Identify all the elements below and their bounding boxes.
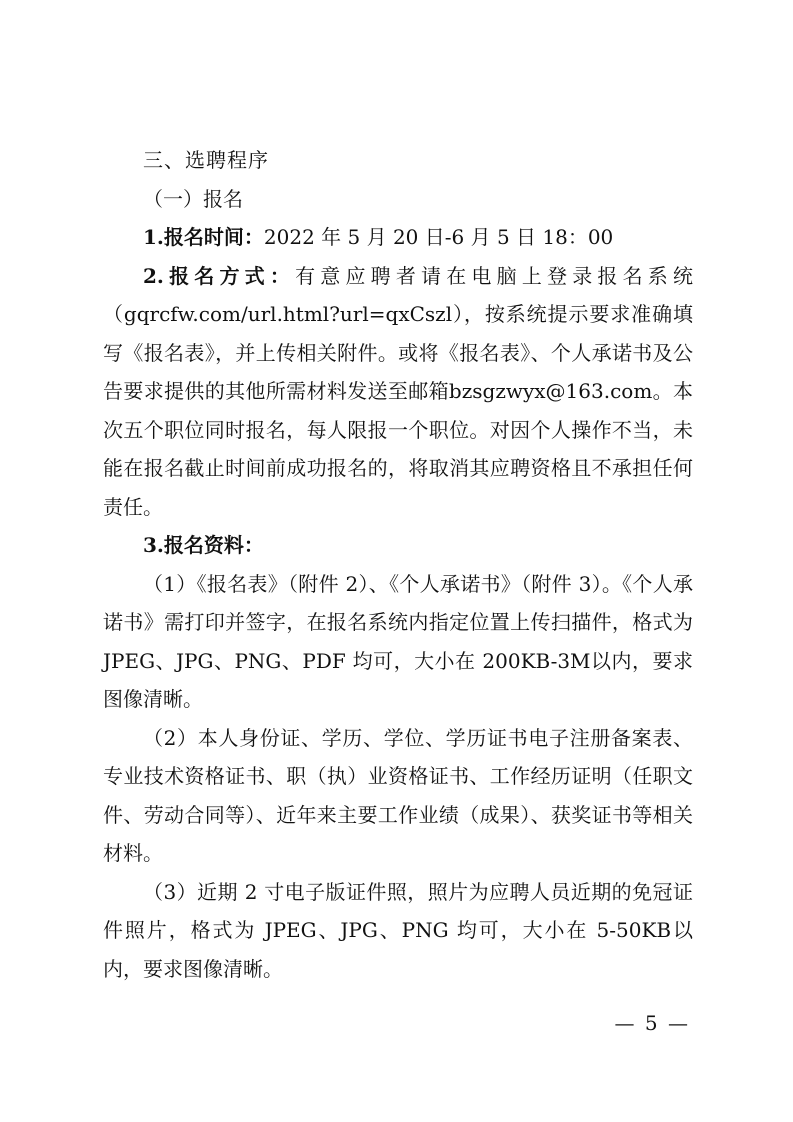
registration-materials-paragraph — [103, 526, 693, 565]
registration-time-label: 1.报名时间： — [143, 225, 264, 249]
materials-item-2: （2）本人身份证、学历、学位、学历证书电子注册备案表、专业技术资格证书、职（执）业资格证书、工作经历证明（任职文件、劳动合同等）、近年来主要工作业绩（成果）、获奖证书等相关材料。 — [103, 725, 693, 865]
registration-time-text: 2022 年 5 月 20 日-6 月 5 日 18：00 — [263, 225, 614, 249]
registration-materials-label: 3.报名资料： — [143, 533, 264, 557]
registration-time-paragraph — [103, 218, 693, 257]
document-body — [103, 141, 693, 988]
section-heading: 三、选聘程序 — [143, 148, 269, 172]
subsection-heading: （一）报名 — [143, 186, 243, 211]
materials-item-1: （1）《报名表》（附件 2）、《个人承诺书》（附件 3）。《个人承诺书》需打印并签字，在报名系统内指定位置上传扫描件，格式为 JPEG、JPG、PNG、PDF 均可，大小在 200KB-3M以内，要求图像清晰。 — [103, 571, 693, 711]
materials-item-3: （3）近期 2 寸电子版证件照，照片为应聘人员近期的免冠证件照片，格式为 JPEG、JPG、PNG 均可，大小在 5-50KB以内，要求图像清晰。 — [103, 879, 693, 981]
page-number: — 5 — — [614, 1011, 690, 1035]
registration-method-paragraph — [103, 257, 693, 527]
registration-method-text: 有意应聘者请在电脑上登录报名系统（gqrcfw.com/url.html?url=qxCszl），按系统提示要求准确填写《报名表》，并上传相关附件。或将《报名表》、个人承诺书及公告要求提供的其他所需材料发送至邮箱bzsgzwyx@163.com。本次五个职位同时报名，每人限报一个职位。对因个人操作不当，未能在报名截止时间前成功报名的，将取消其应聘资格且不承担任何责任。 — [103, 263, 693, 519]
registration-method-label: 2.报名方式： — [143, 263, 296, 288]
